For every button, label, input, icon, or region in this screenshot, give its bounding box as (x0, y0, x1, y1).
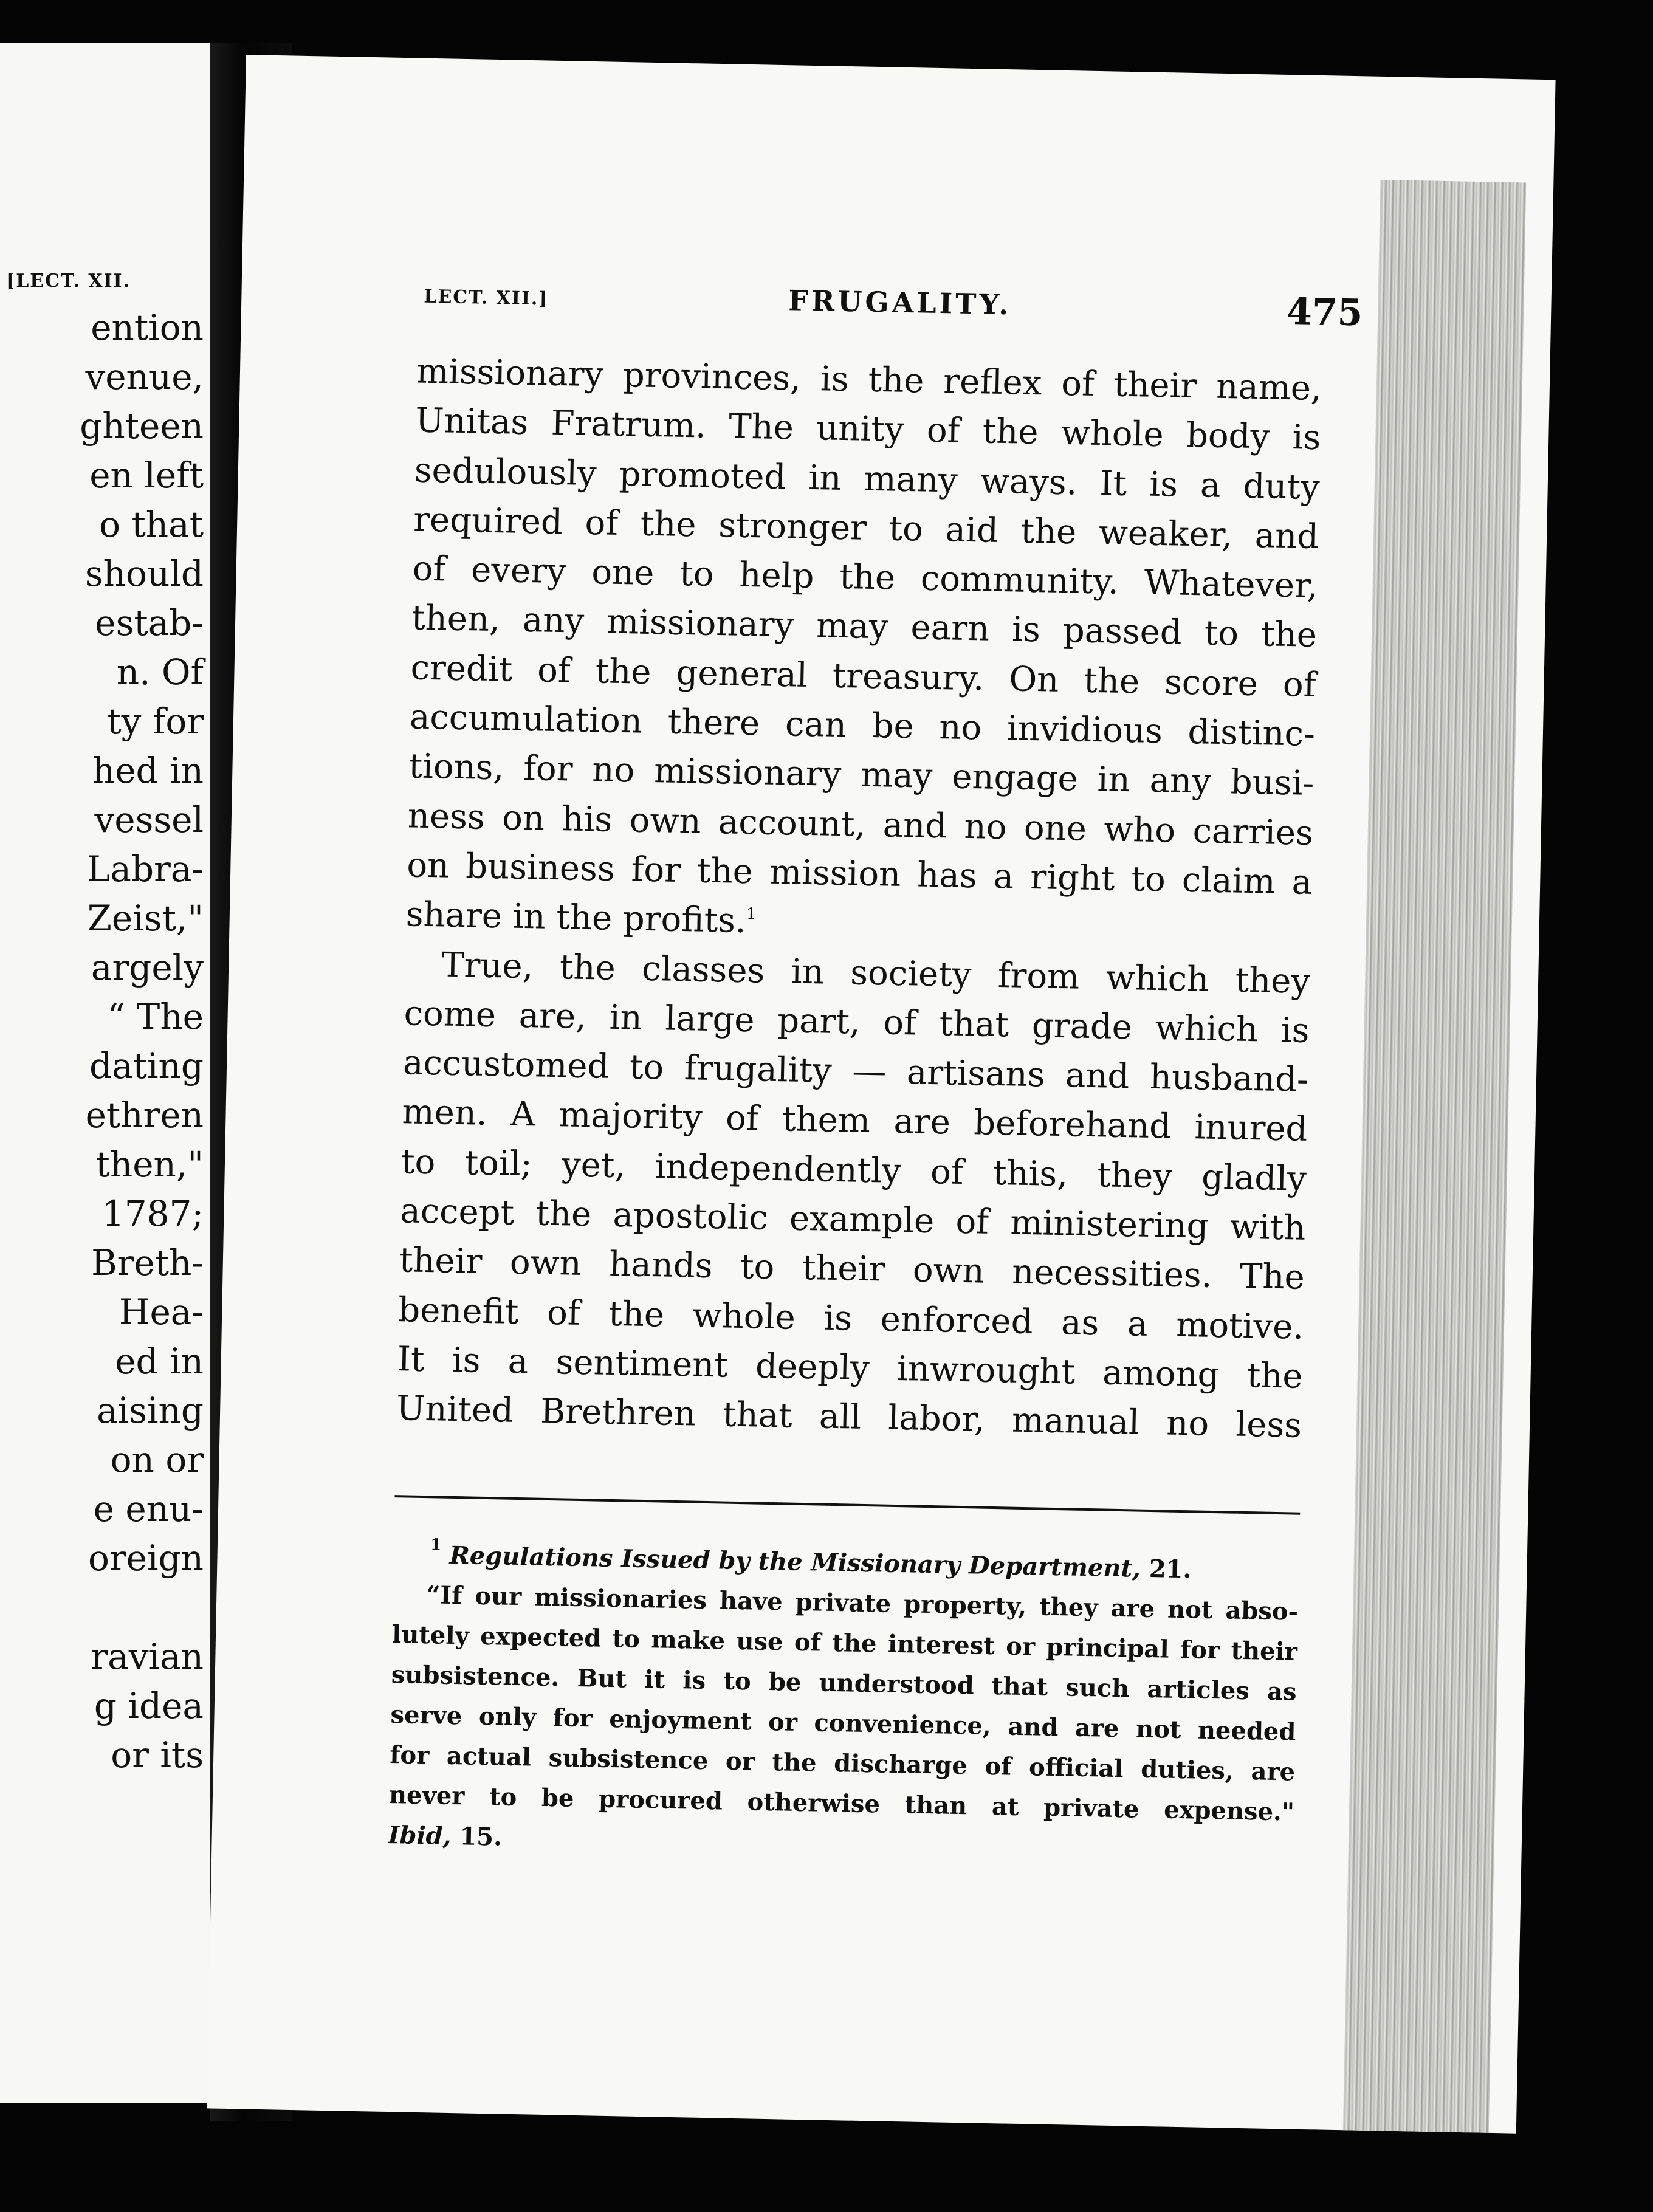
body-line-text: It is a sentiment deeply inwrought among the (397, 1339, 1304, 1396)
previous-page-line: venue, (85, 356, 204, 397)
previous-page-line: ravian (91, 1636, 204, 1677)
running-head (423, 274, 1366, 347)
body-line-text: accumulation there can be no invidious distinc- (409, 697, 1316, 755)
previous-page-line: Hea- (119, 1291, 204, 1333)
previous-page-line: e enu- (93, 1488, 204, 1530)
previous-page-line: en left (89, 455, 204, 496)
body-line-text: of every one to help the community. Whatever, (412, 549, 1319, 606)
previous-page-line: argely (91, 947, 204, 988)
footnote-reference: 1 (746, 905, 757, 924)
body-line-text: True, the classes in society from which they (441, 945, 1311, 1001)
footnote-line-text: “If our missionaries have private property, they are not abso- (425, 1581, 1299, 1626)
footnote-line-text: for actual subsistence or the discharge of official duties, are (389, 1740, 1296, 1787)
paragraph-2 (396, 939, 1310, 1451)
previous-page-line: ethren (85, 1094, 204, 1136)
previous-page-line: g idea (94, 1685, 204, 1726)
body-text (396, 346, 1322, 1451)
body-line-text: to toil; yet, independently of this, they gladly (400, 1141, 1307, 1199)
previous-page-line: Zeist," (87, 898, 204, 939)
footnotes (388, 1534, 1299, 1873)
previous-page-line: hed in (92, 750, 204, 791)
body-line-text: come are, in large part, of that grade which is (404, 994, 1310, 1051)
previous-page-line: oreign (88, 1537, 204, 1579)
body-line-text: accept the apostolic example of ministering with (399, 1191, 1306, 1248)
running-head-lecture: LECT. XII.] (424, 286, 549, 310)
previous-page-line: estab- (95, 602, 204, 644)
body-line-text: sedulously promoted in many ways. It is a duty (414, 450, 1321, 507)
footnote-line-text: lutely expected to make use of the interest or principal for their (391, 1620, 1298, 1666)
footnote-line-text: never to be procured otherwise than at private expense." (388, 1781, 1295, 1827)
book-page (207, 55, 1555, 2134)
body-line-text: Unitas Fratrum. The unity of the whole body is (414, 400, 1321, 458)
previous-page-running-head: [LECT. XII. (6, 270, 131, 292)
page-number: 475 (1286, 290, 1364, 335)
body-line-text: benefit of the whole is enforced as a motive. (397, 1290, 1304, 1347)
previous-page-line: “ The (107, 996, 204, 1037)
previous-page-line: n. Of (116, 651, 204, 693)
body-line-text: missionary provinces, is the reflex of their name, (416, 351, 1322, 409)
footnote-ibid-label: Ibid, (388, 1821, 452, 1851)
footnote-quote (388, 1575, 1298, 1833)
body-line-text: share in the profits. (405, 895, 747, 941)
body-line-text: United Brethren that all labor, manual no less (396, 1389, 1302, 1446)
previous-page-line: Labra- (86, 848, 204, 890)
previous-page-line: vessel (94, 799, 204, 840)
footnote-ibid-page: 15. (451, 1822, 503, 1852)
previous-page-fragment (0, 43, 210, 2103)
previous-page-line: Breth- (91, 1242, 204, 1283)
previous-page-line: 1787; (101, 1193, 204, 1234)
footnote-line-text: serve only for enjoyment or convenience, and are not needed (390, 1700, 1296, 1747)
footnote-rule (394, 1495, 1300, 1515)
previous-page-line: o that (99, 504, 204, 545)
body-line-text: on business for the mission has a right to claim a (406, 845, 1313, 902)
paragraph-1 (405, 346, 1322, 957)
body-line-text: accustomed to frugality — artisans and husband- (402, 1043, 1309, 1101)
previous-page-line: should (84, 553, 204, 594)
footnote-line-text: subsistence. But it is to be understood that such articles as (391, 1660, 1297, 1706)
previous-page-line: ention (91, 307, 204, 348)
body-line-text: their own hands to their own necessities. The (399, 1240, 1305, 1298)
previous-page-line: ty for (107, 701, 204, 742)
previous-page-line: then," (95, 1144, 204, 1185)
body-line-text: required of the stronger to aid the weaker, and (413, 500, 1319, 557)
footnote-mark: 1 (430, 1536, 442, 1554)
previous-page-line: ghteen (80, 405, 204, 447)
previous-page-line: on or (110, 1439, 204, 1480)
footnote-source-title: Regulations Issued by the Missionary Department, (449, 1540, 1141, 1583)
body-line-text: then, any missionary may earn is passed to the (411, 598, 1318, 656)
previous-page-line: ed in (115, 1341, 204, 1382)
page-fore-edge (1341, 180, 1526, 2134)
footnote-source-page: 21. (1140, 1554, 1192, 1584)
previous-page-line: dating (89, 1045, 204, 1087)
body-line-text: men. A majority of them are beforehand inured (402, 1092, 1308, 1150)
running-head-title: FRUGALITY. (788, 284, 1012, 321)
body-line-text: tions, for no missionary may engage in any busi- (408, 746, 1314, 804)
previous-page-line: or its (111, 1734, 204, 1776)
body-line-text: credit of the general treasury. On the score of (410, 648, 1317, 705)
body-line-text: ness on his own account, and no one who carries (407, 796, 1314, 853)
previous-page-line: aising (97, 1390, 204, 1431)
